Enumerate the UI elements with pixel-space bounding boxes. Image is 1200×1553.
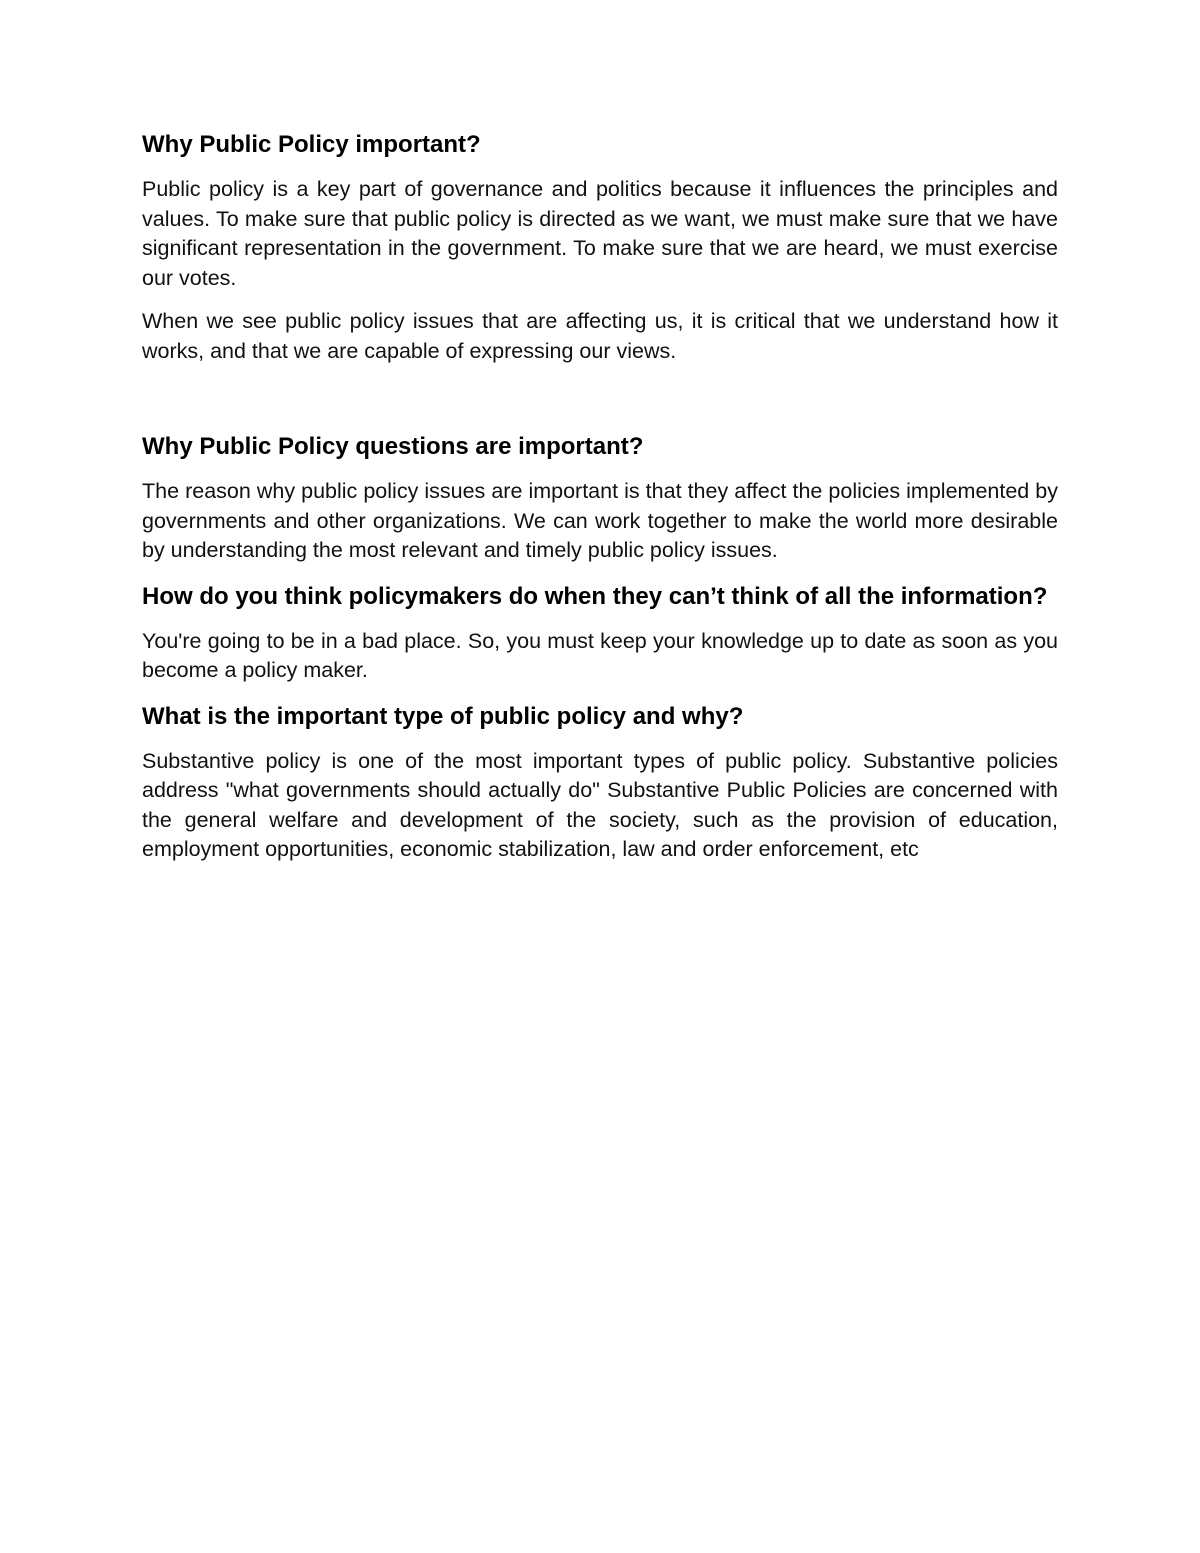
section-spacer — [142, 380, 1058, 430]
section-heading-policymakers-information: How do you think policymakers do when they can’t think of all the information? — [142, 582, 1048, 610]
section-heading-why-public-policy-important: Why Public Policy important? — [142, 131, 481, 158]
section-heading-why-questions-important: Why Public Policy questions are important? — [142, 433, 644, 460]
section-paragraph: You're going to be in a bad place. So, you must keep your knowledge up to date as soon as you become a policy maker. — [142, 628, 1058, 682]
section-paragraph: Substantive policy is one of the most important types of public policy. Substantive policies address "what governments should actually do" Substantive Public Policies are concerned with the general welfare and development of the society, such as the provision of education, employment opportunities, economic stabilization, law and order enforcement, etc — [142, 748, 1058, 861]
section-paragraph: The reason why public policy issues are important is that they affect the policies implemented by governments and other organizations. We can work together to make the world more desirable by understanding the most relevant and timely public policy issues. — [142, 479, 1058, 562]
section-heading-important-type: What is the important type of public policy and why? — [142, 702, 744, 730]
section-paragraph: Public policy is a key part of governance and politics because it influences the principles and values. To make sure that public policy is directed as we want, we must make sure that we have significant representation in the government. To make sure that we are heard, we must exercise our votes. — [142, 177, 1058, 290]
document-page — [142, 128, 1058, 879]
section-paragraph: When we see public policy issues that are affecting us, it is critical that we understand how it works, and that we are capable of expressing our views. — [142, 309, 1058, 363]
